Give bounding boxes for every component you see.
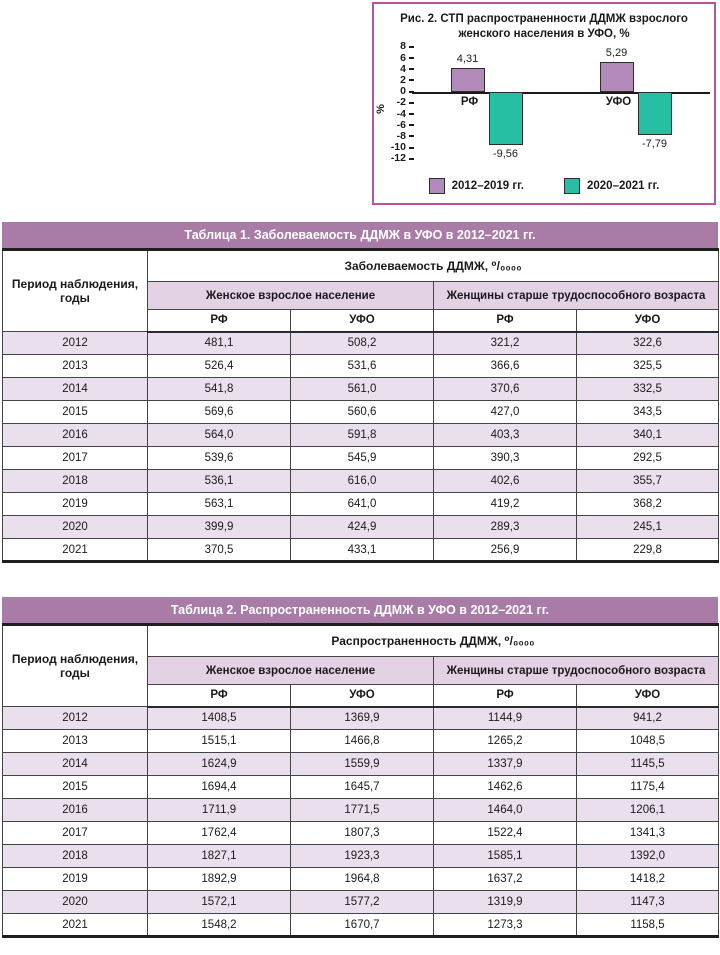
column-header: УФО	[577, 310, 719, 332]
y-tick-label: -8	[396, 129, 406, 142]
table-cell: 403,3	[434, 424, 577, 447]
table-cell: 941,2	[577, 707, 719, 730]
table-cell: 1319,9	[434, 891, 577, 914]
table-cell: 1923,3	[291, 845, 434, 868]
table-cell: 1807,3	[291, 822, 434, 845]
table-cell: 2012	[3, 707, 148, 730]
table-2-title: Таблица 2. Распространенность ДДМЖ в УФО в 2012–2021 гг.	[2, 597, 718, 623]
y-tick-mark	[409, 79, 414, 81]
legend-swatch	[564, 178, 580, 194]
table-cell: 1408,5	[148, 707, 291, 730]
table-cell: 2021	[3, 914, 148, 937]
table-cell: 1341,3	[577, 822, 719, 845]
table-cell: 340,1	[577, 424, 719, 447]
table-cell: 1466,8	[291, 730, 434, 753]
table-cell: 1265,2	[434, 730, 577, 753]
table-cell: 563,1	[148, 493, 291, 516]
table-cell: 2016	[3, 799, 148, 822]
table-cell: 2018	[3, 470, 148, 493]
table-cell: 641,0	[291, 493, 434, 516]
table-cell: 1147,3	[577, 891, 719, 914]
table-cell: 1577,2	[291, 891, 434, 914]
y-tick-mark	[409, 113, 414, 115]
column-group-title: Распространенность ДДМЖ, ⁰/₀₀₀₀	[148, 625, 719, 657]
table-cell: 321,2	[434, 332, 577, 355]
table-1-grid	[2, 248, 719, 563]
table-cell: 569,6	[148, 401, 291, 424]
table-cell: 1392,0	[577, 845, 719, 868]
table-1-title: Таблица 1. Заболеваемость ДДМЖ в УФО в 2012–2021 гг.	[2, 222, 718, 248]
column-header: РФ	[434, 310, 577, 332]
table-cell: 332,5	[577, 378, 719, 401]
legend-label: 2012–2019 гг.	[451, 180, 524, 192]
column-header: РФ	[148, 685, 291, 707]
y-tick-mark	[409, 57, 414, 59]
table-cell: 1522,4	[434, 822, 577, 845]
table-cell: 481,1	[148, 332, 291, 355]
table-row	[3, 845, 719, 868]
category-label: РФ	[460, 95, 479, 108]
table-cell: 325,5	[577, 355, 719, 378]
table-cell: 561,0	[291, 378, 434, 401]
table-cell: 536,1	[148, 470, 291, 493]
y-tick-label: 4	[400, 62, 406, 75]
bar	[451, 68, 485, 92]
table-cell: 2021	[3, 539, 148, 562]
y-tick-label: 2	[400, 73, 406, 86]
table-cell: 1711,9	[148, 799, 291, 822]
subgroup-header: Женщины старше трудоспособного возраста	[434, 657, 719, 685]
figure-2	[372, 2, 716, 205]
table-cell: 1624,9	[148, 753, 291, 776]
table-cell: 292,5	[577, 447, 719, 470]
table-2-body	[3, 707, 719, 937]
table-cell: 2019	[3, 493, 148, 516]
y-tick-mark	[409, 68, 414, 70]
table-cell: 424,9	[291, 516, 434, 539]
table-cell: 2015	[3, 776, 148, 799]
y-tick-label: -2	[396, 96, 406, 109]
table-cell: 1762,4	[148, 822, 291, 845]
table-cell: 591,8	[291, 424, 434, 447]
table-row	[3, 447, 719, 470]
table-cell: 1462,6	[434, 776, 577, 799]
table-row	[3, 753, 719, 776]
column-header: РФ	[148, 310, 291, 332]
legend-item	[429, 178, 524, 194]
table-cell: 390,3	[434, 447, 577, 470]
table-row	[3, 730, 719, 753]
table-cell: 1771,5	[291, 799, 434, 822]
table-cell: 1048,5	[577, 730, 719, 753]
table-cell: 1273,3	[434, 914, 577, 937]
table-cell: 1515,1	[148, 730, 291, 753]
table-cell: 2015	[3, 401, 148, 424]
table-row	[3, 401, 719, 424]
table-cell: 1585,1	[434, 845, 577, 868]
table-row	[3, 516, 719, 539]
table-row	[3, 707, 719, 730]
table-2	[2, 597, 718, 938]
table-cell: 2013	[3, 355, 148, 378]
table-cell: 539,6	[148, 447, 291, 470]
legend-swatch	[429, 178, 445, 194]
column-header: РФ	[434, 685, 577, 707]
y-tick-mark	[409, 135, 414, 137]
table-cell: 419,2	[434, 493, 577, 516]
table-1-body	[3, 332, 719, 562]
table-cell: 564,0	[148, 424, 291, 447]
column-group-title: Заболеваемость ДДМЖ, ⁰/₀₀₀₀	[148, 250, 719, 282]
table-cell: 1694,4	[148, 776, 291, 799]
header-row-group	[3, 625, 719, 657]
table-cell: 399,9	[148, 516, 291, 539]
subgroup-header: Женское взрослое население	[148, 282, 434, 310]
table-cell: 560,6	[291, 401, 434, 424]
table-cell: 526,4	[148, 355, 291, 378]
table-cell: 1645,7	[291, 776, 434, 799]
table-cell: 343,5	[577, 401, 719, 424]
subgroup-header: Женское взрослое население	[148, 657, 434, 685]
table-row	[3, 799, 719, 822]
table-cell: 508,2	[291, 332, 434, 355]
table-cell: 2020	[3, 516, 148, 539]
table-cell: 541,8	[148, 378, 291, 401]
table-cell: 370,6	[434, 378, 577, 401]
y-tick-label: 6	[400, 51, 406, 64]
table-cell: 2013	[3, 730, 148, 753]
table-cell: 2017	[3, 447, 148, 470]
bar	[638, 92, 672, 136]
table-cell: 2017	[3, 822, 148, 845]
y-tick-mark	[409, 46, 414, 48]
table-cell: 1572,1	[148, 891, 291, 914]
legend-label: 2020–2021 гг.	[587, 180, 660, 192]
table-row	[3, 868, 719, 891]
y-tick-label: 8	[400, 40, 406, 53]
y-tick-mark	[409, 158, 414, 160]
table-cell: 427,0	[434, 401, 577, 424]
figure-plot	[374, 40, 714, 165]
table-cell: 1145,5	[577, 753, 719, 776]
table-cell: 1144,9	[434, 707, 577, 730]
column-header: УФО	[291, 685, 434, 707]
table-cell: 1827,1	[148, 845, 291, 868]
table-cell: 2014	[3, 753, 148, 776]
table-cell: 322,6	[577, 332, 719, 355]
subgroup-header: Женщины старше трудоспособного возраста	[434, 282, 719, 310]
column-header: УФО	[291, 310, 434, 332]
table-cell: 2020	[3, 891, 148, 914]
figure-title: Рис. 2. СТП распространенности ДДМЖ взрослого женского населения в УФО, %	[400, 13, 688, 40]
figure-legend	[374, 178, 714, 194]
table-cell: 616,0	[291, 470, 434, 493]
y-tick-mark	[409, 102, 414, 104]
bar	[489, 92, 523, 146]
bar-group	[600, 47, 672, 159]
table-cell: 2012	[3, 332, 148, 355]
table-row	[3, 539, 719, 562]
table-1	[2, 222, 718, 563]
bar-group	[451, 47, 523, 159]
y-tick-label: 0	[400, 85, 406, 98]
table-cell: 545,9	[291, 447, 434, 470]
table-cell: 355,7	[577, 470, 719, 493]
column-header: УФО	[577, 685, 719, 707]
table-cell: 368,2	[577, 493, 719, 516]
bar-value-label: -7,79	[641, 138, 668, 151]
legend-item	[564, 178, 659, 194]
table-row	[3, 355, 719, 378]
category-label: УФО	[605, 95, 632, 108]
table-cell: 402,6	[434, 470, 577, 493]
table-cell: 1158,5	[577, 914, 719, 937]
table-cell: 370,5	[148, 539, 291, 562]
table-row	[3, 776, 719, 799]
table-row	[3, 493, 719, 516]
table-cell: 1337,9	[434, 753, 577, 776]
table-cell: 245,1	[577, 516, 719, 539]
table-row	[3, 914, 719, 937]
table-cell: 1175,4	[577, 776, 719, 799]
header-row-group	[3, 250, 719, 282]
table-cell: 1964,8	[291, 868, 434, 891]
table-cell: 2014	[3, 378, 148, 401]
table-row	[3, 891, 719, 914]
table-cell: 289,3	[434, 516, 577, 539]
table-cell: 2019	[3, 868, 148, 891]
table-cell: 1559,9	[291, 753, 434, 776]
bar-value-label: 5,29	[605, 47, 628, 60]
table-2-grid	[2, 623, 719, 938]
table-cell: 1418,2	[577, 868, 719, 891]
table-cell: 1464,0	[434, 799, 577, 822]
row-header-cell: Период наблюдения, годы	[3, 250, 148, 332]
y-tick-label: -6	[396, 118, 406, 131]
y-tick-mark	[409, 124, 414, 126]
table-cell: 1548,2	[148, 914, 291, 937]
table-row	[3, 822, 719, 845]
table-cell: 1206,1	[577, 799, 719, 822]
table-cell: 2018	[3, 845, 148, 868]
table-cell: 531,6	[291, 355, 434, 378]
bar-value-label: -9,56	[492, 148, 519, 161]
bar	[600, 62, 634, 92]
table-cell: 256,9	[434, 539, 577, 562]
table-cell: 366,6	[434, 355, 577, 378]
y-axis-label: %	[374, 103, 387, 114]
table-cell: 1670,7	[291, 914, 434, 937]
table-row	[3, 424, 719, 447]
table-row	[3, 332, 719, 355]
table-cell: 433,1	[291, 539, 434, 562]
y-tick-label: -10	[390, 141, 406, 154]
y-tick-mark	[409, 147, 414, 149]
table-row	[3, 378, 719, 401]
y-tick-label: -12	[390, 152, 406, 165]
table-cell: 2016	[3, 424, 148, 447]
table-cell: 1369,9	[291, 707, 434, 730]
y-tick-label: -4	[396, 107, 406, 120]
table-cell: 229,8	[577, 539, 719, 562]
table-cell: 1637,2	[434, 868, 577, 891]
table-row	[3, 470, 719, 493]
row-header-cell: Период наблюдения, годы	[3, 625, 148, 707]
table-cell: 1892,9	[148, 868, 291, 891]
bar-value-label: 4,31	[456, 52, 479, 65]
